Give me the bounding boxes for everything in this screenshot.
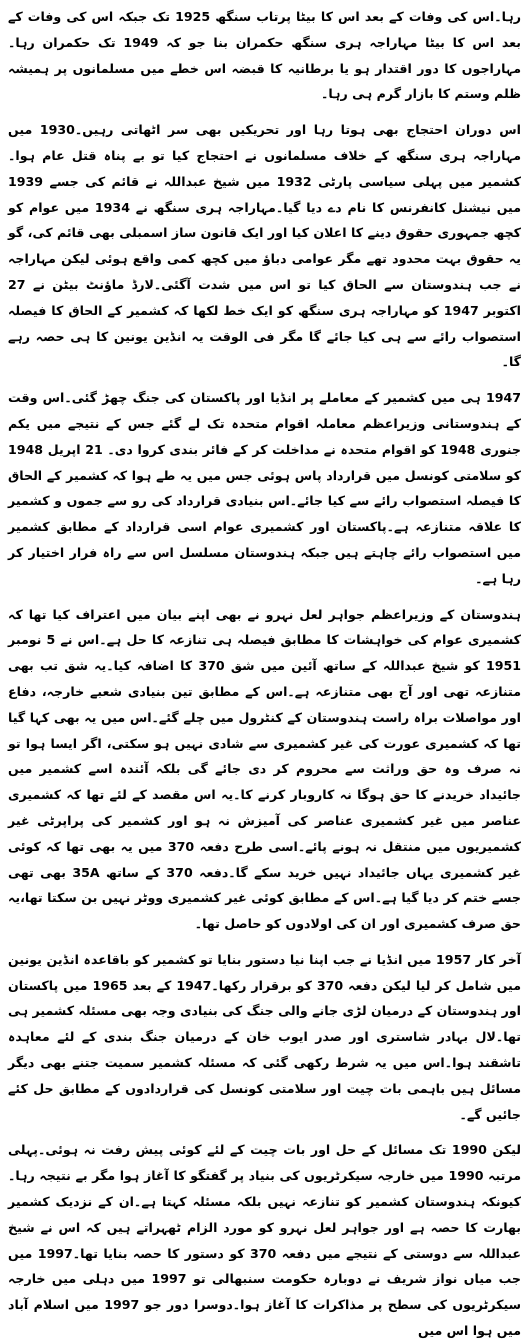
paragraph-1947-war-and-un: 1947 ہی میں کشمیر کے معاملے پر انڈیا اور پاکستان کی جنگ چھڑ گئی۔اس وقت کے ہندوستانی وزیراعظم معاملہ اقوام متحدہ تک لے گئے جس کے نتیجے میں یکم جنوری 1948 کو اقوام متحدہ نے مداخلت کر کے فائر بندی کروا دی۔ 21 اپریل 1948 کو سلامتی کونسل میں قرارداد پاس ہوئی جس میں یہ طے ہوا کہ کشمیر کے الحاق کا فیصلہ استصواب رائے سے کیا جائے۔اس بنیادی قرارداد کی رو سے جموں و کشمیر کا علاقہ متنازعہ ہے۔پاکستان اور کشمیری عوام اسی قرارداد کے مطابق کشمیر میں استصواب رائے چاہتے ہیں جبکہ ہندوستان مسلسل اس سے راہ فرار اختیار کر رہا ہے۔ (8, 390, 521, 586)
paragraph-article-370: ہندوستان کے وزیراعظم جواہر لعل نہرو نے بھی اپنے بیان میں اعتراف کیا تھا کہ کشمیری عوام کی خواہشات کا مطابق فیصلہ ہی تنازعہ کا حل ہے۔اس نے 5 نومبر 1951 کو شیخ عبداللہ کے ساتھ آئین میں شق 370 کا اضافہ کیا۔یہ شق تب بھی متنازعہ تھی اور آج بھی متنازعہ ہے۔اس کے مطابق تین بنیادی شعبے خارجہ، دفاع اور مواصلات براہ راست ہندوستان کے کنٹرول میں چلے گئے۔اس میں یہ بھی کہا گیا تھا کہ کشمیری عورت کی غیر کشمیری سے شادی نہیں ہو سکتی، اگر ایسا ہوا تو نہ صرف وہ حق وراثت سے محروم کر دی جائے گی بلکہ آئندہ اسے کشمیر میں جائیداد خریدنے کا حق ہوگا نہ کاروبار کرنے کا۔یہ اس مقصد کے لئے تھا کہ کشمیری عناصر میں غیر کشمیری عناصر کی آمیزش نہ ہو اور کشمیر کی پراپرٹی غیر کشمیریوں میں منتقل نہ ہونے پائے۔اسی طرح دفعہ 370 میں یہ بھی تھا کہ کوئی غیر کشمیری یہاں جائیداد نہیں خرید سکے گا۔دفعہ 370 کے ساتھ 35A بھی تھی جسے ختم کر دیا گیا ہے۔اس کے مطابق کوئی غیر کشمیری ووٹر نہیں بن سکتا تھا،یہ حق صرف کشمیری اور ان کی اولادوں کو حاصل تھا۔ (8, 606, 522, 932)
paragraph-dogra-rule: رہا۔اس کی وفات کے بعد اس کا بیٹا پرتاب سنگھ 1925 تک جبکہ اس کی وفات کے بعد اس کا بیٹا مہاراجہ ہری سنگھ حکمران بنا جو کہ 1949 تک حکمران رہا۔ مہاراجوں کا دور اقتدار ہو یا برطانیہ کا قبضہ اس خطے میں مسلمانوں پر ہمیشہ ظلم وستم کا بازار گرم ہی رہا۔ (8, 9, 521, 102)
paragraph-protests-and-accession: اس دوران احتجاج بھی ہوتا رہا اور تحریکیں بھی سر اٹھاتی رہیں۔1930 میں مہاراجہ ہری سنگھ کے خلاف مسلمانوں نے احتجاج کیا تو بے پناہ قتل عام ہوا۔کشمیر میں پہلی سیاسی پارٹی 1932 میں شیخ عبداللہ نے قائم کی جسے 1939 میں نیشنل کانفرنس کا نام دے دیا گیا۔مہاراجہ ہری سنگھ نے 1934 میں عوام کو کچھ جمہوری حقوق دینے کا اعلان کیا اور ایک قانون ساز اسمبلی بھی قائم کی، گو یہ حقوق بہت محدود تھے مگر عوامی دباؤ میں کچھ کمی واقع ہوئی لیکن مہاراجہ نے جب ہندوستان سے الحاق کیا تو اس میں شدت آگئی۔لارڈ ماؤنٹ بیٹن نے 27 اکتوبر 1947 کو مہاراجہ ہری سنگھ کو ایک خط لکھا کہ کشمیر کے الحاق کا فیصلہ استصواب رائے سے ہی کیا جائے گا مگر فی الوقت یہ انڈین یونین کا ہی حصہ رہے گا۔ (8, 122, 521, 370)
paragraph-1957-and-1965: آخر کار 1957 میں انڈیا نے جب اپنا نیا دستور بنایا تو کشمیر کو باقاعدہ انڈین یونین میں شامل کر لیا لیکن دفعہ 370 کو برقرار رکھا۔1947 کے بعد 1965 میں پاکستان اور ہندوستان کے درمیان لڑی جانے والی جنگ کی بنیادی وجہ بھی مسئلہ کشمیر ہی تھا۔لال بہادر شاستری اور صدر ایوب خان کے درمیان جنگ بندی کے لئے معاہدہ تاشقند ہوا۔اس میں یہ شرط رکھی گئی کہ مسئلہ کشمیر سمیت جتنے بھی دیگر مسائل ہیں باہمی بات چیت اور سلامتی کونسل کی قراردادوں کے مطابق حل کئے جائیں گے۔ (8, 951, 521, 1122)
paragraph-1990-talks: لیکن 1990 تک مسائل کے حل اور بات چیت کے لئے کوئی پیش رفت نہ ہوئی۔پہلی مرتبہ 1990 میں خارجہ سیکرٹریوں کی بنیاد پر گفتگو کا آغاز ہوا مگر بے نتیجہ رہا۔کیونکہ ہندوستان کشمیر کو تنازعہ نہیں بلکہ مسئلہ کہتا ہے۔ان کے نزدیک کشمیر بھارت کا حصہ ہے اور جواہر لعل نہرو کو مورد الزام ٹھہراتے ہیں کہ اس نے شیخ عبداللہ سے دوستی کے نتیجے میں دفعہ 370 کو دستور کا حصہ بنایا تھا۔1997 میں جب میاں نواز شریف نے دوبارہ حکومت سنبھالی تو 1997 میں دہلی میں خارجہ سیکرٹریوں کی سطح پر مذاکرات کا آغاز ہوا۔دوسرا دور جو 1997 میں اسلام آباد میں ہوا اس میں (8, 1142, 522, 1339)
